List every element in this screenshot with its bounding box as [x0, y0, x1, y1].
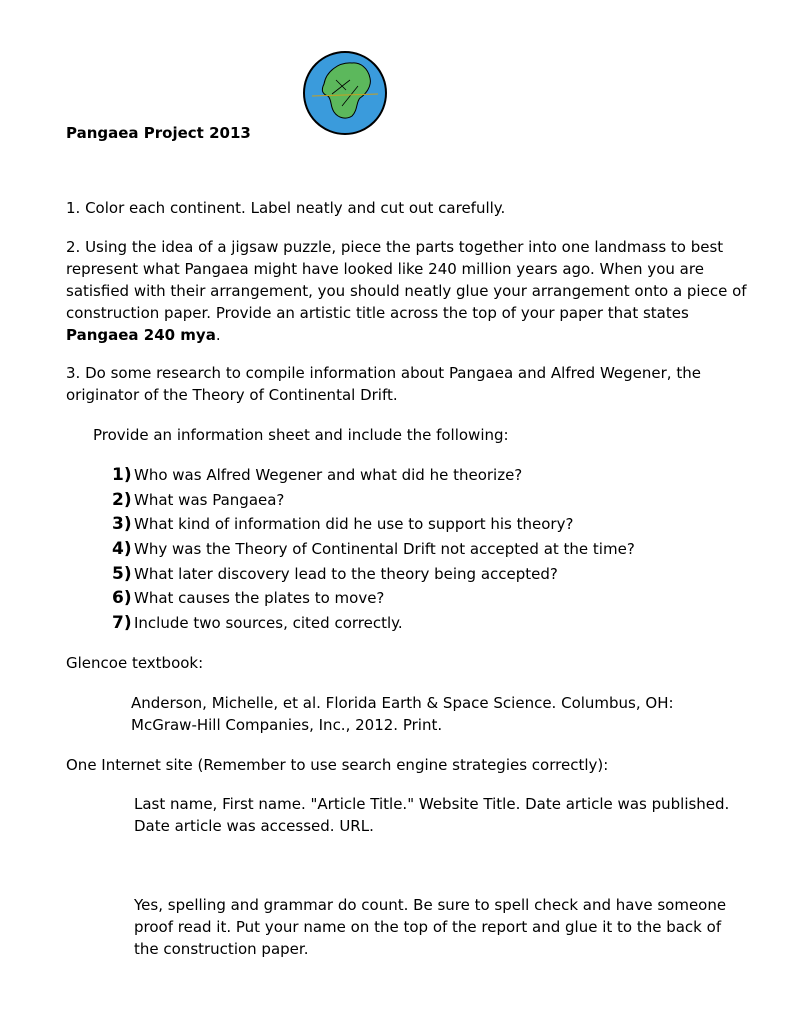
question-number: 1)	[112, 465, 132, 486]
citation-line: Date article was accessed. URL.	[134, 817, 374, 835]
question-text: What later discovery lead to the theory being accepted?	[134, 564, 558, 583]
title-requirement: Pangaea 240 mya	[66, 326, 216, 344]
question-item	[112, 463, 635, 488]
question-number: 4)	[112, 539, 132, 560]
question-item	[112, 512, 635, 537]
question-item	[112, 561, 635, 586]
citation-line: McGraw-Hill Companies, Inc., 2012. Print.	[131, 716, 443, 734]
note-line: proof read it. Put your name on the top of the report and glue it to the back of	[134, 918, 722, 936]
glencoe-label: Glencoe textbook:	[66, 654, 204, 672]
step-2-line: construction paper. Provide an artistic title across the top of your paper that states	[66, 304, 689, 322]
period: .	[215, 326, 221, 344]
question-item	[112, 611, 635, 636]
question-text: Include two sources, cited correctly.	[134, 613, 403, 632]
step-2-final-line	[66, 324, 747, 346]
citation-line: Anderson, Michelle, et al. Florida Earth & Space Science. Columbus, OH:	[131, 694, 674, 712]
question-text: What was Pangaea?	[134, 490, 285, 509]
question-list	[112, 463, 635, 635]
note-line: Yes, spelling and grammar do count. Be sure to spell check and have someone	[134, 896, 727, 914]
note-line: the construction paper.	[134, 940, 309, 958]
question-text: Who was Alfred Wegener and what did he theorize?	[134, 466, 523, 485]
step-2-line: represent what Pangaea might have looked like 240 million years ago. When you are	[66, 260, 704, 278]
step-3	[66, 362, 701, 406]
internet-citation-format	[134, 793, 729, 837]
question-number: 3)	[112, 514, 132, 535]
question-text: Why was the Theory of Continental Drift not accepted at the time?	[134, 540, 635, 559]
step-2	[66, 236, 747, 346]
step-2-line: 2. Using the idea of a jigsaw puzzle, piece the parts together into one landmass to best	[66, 238, 724, 256]
step-1: 1. Color each continent. Label neatly and cut out carefully.	[66, 199, 506, 217]
internet-label: One Internet site (Remember to use search engine strategies correctly):	[66, 756, 609, 774]
question-number: 5)	[112, 563, 132, 584]
question-item	[112, 488, 635, 513]
pangaea-globe-icon	[302, 50, 388, 136]
document-title: Pangaea Project 2013	[66, 124, 251, 142]
provide-intro: Provide an information sheet and include the following:	[93, 426, 509, 444]
question-number: 2)	[112, 489, 132, 510]
grammar-note	[134, 894, 726, 960]
question-text: What kind of information did he use to support his theory?	[134, 515, 574, 534]
question-item	[112, 537, 635, 562]
question-item	[112, 586, 635, 611]
question-number: 7)	[112, 612, 132, 633]
citation-line: Last name, First name. "Article Title." Website Title. Date article was published.	[134, 795, 730, 813]
question-text: What causes the plates to move?	[134, 589, 385, 608]
step-3-line: 3. Do some research to compile information about Pangaea and Alfred Wegener, the	[66, 364, 701, 382]
textbook-citation	[131, 692, 674, 736]
step-3-line: originator of the Theory of Continental Drift.	[66, 386, 398, 404]
question-number: 6)	[112, 588, 132, 609]
step-2-line: satisfied with their arrangement, you should neatly glue your arrangement onto a piece of	[66, 282, 747, 300]
